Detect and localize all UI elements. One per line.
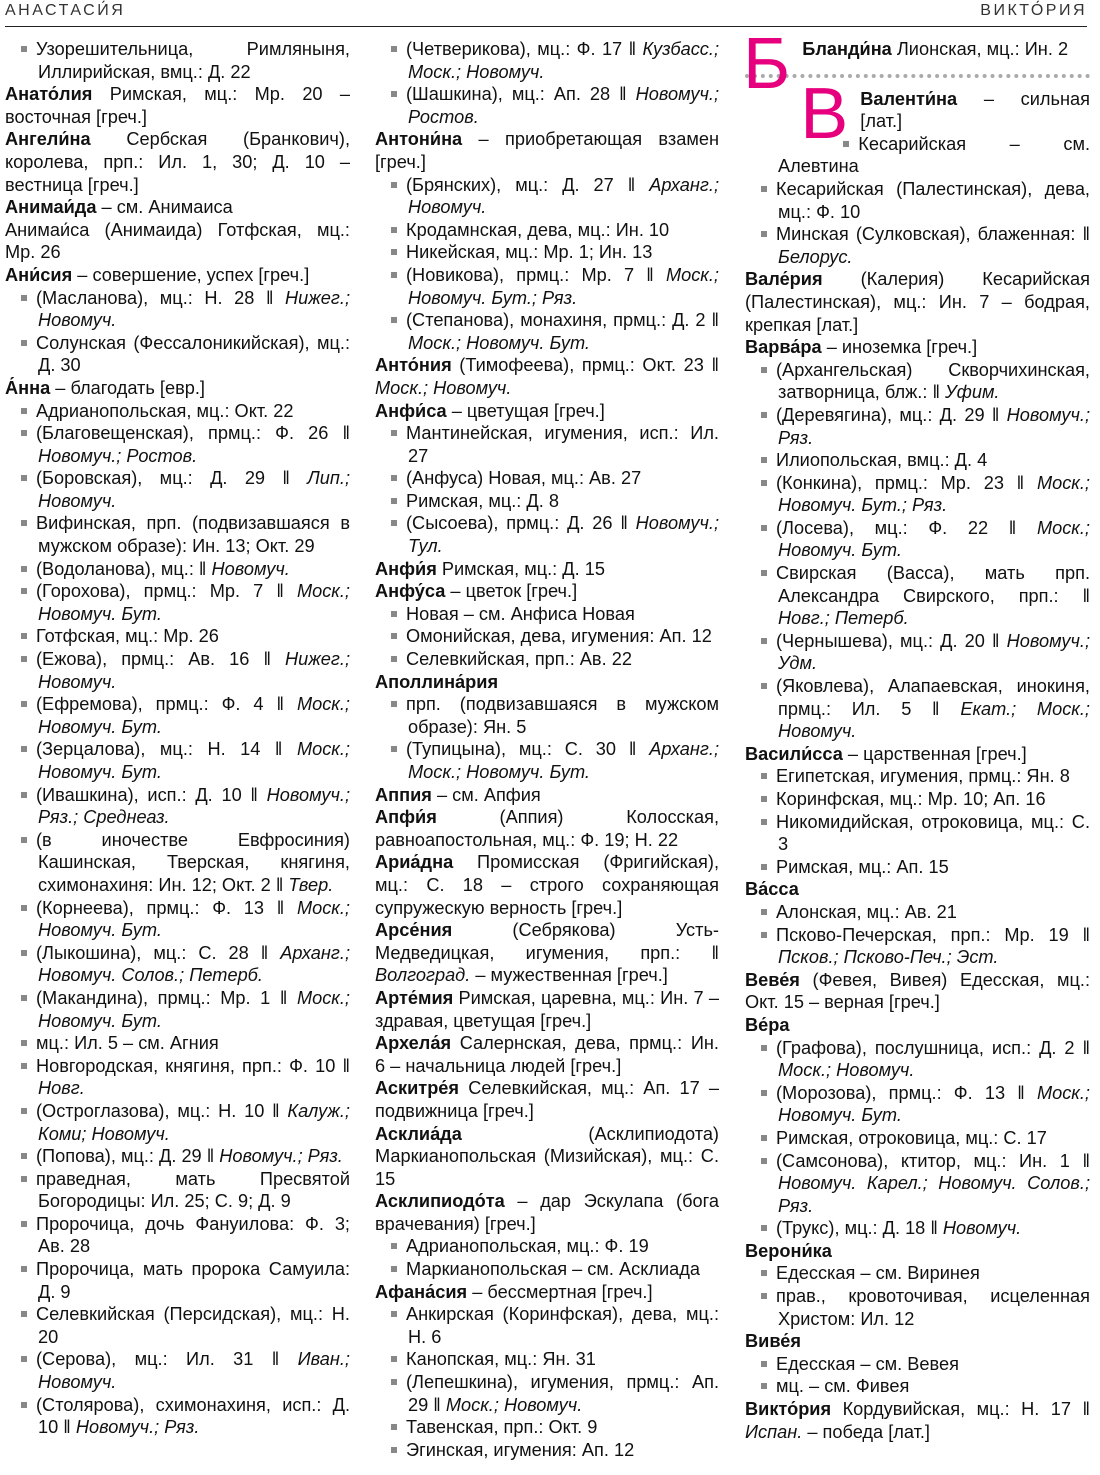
entry-text: Римская, отроковица, мц.: С. 17: [776, 1127, 1047, 1148]
region-list: Новомуч. Карел.; Новомуч. Солов.; Ряз.: [778, 1173, 1090, 1216]
column-1: [5, 38, 350, 1439]
entry-text: (Самсонова), ктитор, мц.: Ин. 1 ‖: [776, 1150, 1090, 1171]
name-entry: [745, 878, 1090, 901]
header-left-word: АНАСТАСИ́Я: [5, 2, 126, 19]
entry-text: (Лыкошина), мц.: С. 28 ‖: [36, 942, 281, 963]
entry-text: (Водоланова), мц.: ‖: [36, 558, 212, 579]
name-entry: [5, 219, 350, 264]
name-entry: [5, 196, 350, 219]
header-right-word: ВИКТО́РИЯ: [980, 2, 1087, 19]
entry-text: – бессмертная [греч.]: [467, 1281, 653, 1302]
region-list: Моск.; Новомуч. Бут.: [38, 694, 350, 737]
headword: Анфу́са: [375, 581, 446, 602]
region-list: Нижег.; Новомуч.: [38, 287, 350, 331]
sub-entry: [375, 603, 719, 626]
entry-text: (Столярова), схимонахиня, исп.: Д. 10 ‖: [36, 1394, 350, 1438]
sub-entry: [745, 1353, 1090, 1376]
headword: Анимаи́да: [5, 197, 97, 218]
entry-text: (Графова), послушница, исп.: Д. 2 ‖: [776, 1037, 1090, 1058]
region-list: Кузбасс.; Моск.; Новомуч.: [408, 39, 719, 82]
entry-text: (Ефремова), прмц.: Ф. 4 ‖: [36, 694, 297, 715]
entry-text: – приобретающая взамен [греч.]: [375, 129, 719, 172]
sub-entry: [745, 1082, 1090, 1127]
entry-text: (Сысоева), прмц.: Д. 26 ‖: [406, 513, 636, 534]
sub-entry: [5, 580, 350, 625]
sub-entry: [5, 625, 350, 648]
entry-text: (Степанова), монахиня, прмц.: Д. 2 ‖: [406, 310, 719, 331]
region-list: Калуж.; Коми; Новомуч.: [38, 1100, 350, 1144]
name-entry: [745, 268, 1090, 336]
entry-text: Солунская (Фессалоникийская), мц.: Д. 30: [36, 332, 350, 376]
entry-text: Селевкийская, мц.: Ап. 17 – подвижница [греч.]: [375, 1078, 719, 1121]
sub-entry: [5, 942, 350, 987]
sub-entry: [5, 332, 350, 377]
sub-entry: [375, 467, 719, 490]
sub-entry: [5, 1168, 350, 1213]
entry-text: (Лосева), мц.: Ф. 22 ‖: [776, 517, 1037, 538]
entry-text: Кесарийская – см. Алевтина: [778, 133, 1090, 177]
name-entry: [5, 83, 350, 128]
entry-text: Минская (Сулковская), блаженная: ‖: [776, 224, 1090, 245]
sub-entry: [745, 1285, 1090, 1330]
name-entry: [375, 987, 719, 1032]
sub-entry: [5, 897, 350, 942]
entry-text: Омонийская, дева, игумения: Ап. 12: [406, 626, 712, 647]
entry-text: Готфская, мц.: Мр. 26: [36, 626, 219, 647]
entry-text: Маркианопольская – см. Асклиада: [406, 1259, 700, 1280]
entry-text: – см. Апфия: [431, 784, 541, 805]
region-list: Новомуч.; Ростов.: [408, 84, 719, 127]
region-list: Моск.; Новомуч. Бут.; Ряз.: [778, 472, 1090, 516]
headword: Анфи́я: [375, 558, 437, 579]
name-entry: [5, 377, 350, 400]
sub-entry: [745, 1150, 1090, 1218]
sub-entry: [5, 1258, 350, 1303]
headword: Ариа́дна: [375, 852, 454, 873]
sub-entry: [375, 693, 719, 738]
entry-text: (Трукс), мц.: Д. 18 ‖: [776, 1218, 943, 1239]
sub-entry: [5, 1055, 350, 1100]
entry-text: (Чернышева), мц.: Д. 20 ‖: [776, 630, 1007, 651]
name-entry: [745, 1398, 1090, 1443]
name-entry: [745, 969, 1090, 1014]
sub-entry: [745, 1217, 1090, 1240]
entry-text: Мантинейская, игумения, исп.: Ил. 27: [406, 423, 719, 466]
sub-entry: [5, 1145, 350, 1168]
sub-entry: [745, 1127, 1090, 1150]
sub-entry: [5, 1303, 350, 1348]
region-list: Моск.; Новомуч. Бут.: [778, 517, 1090, 561]
entry-text: Коринфская, мц.: Мр. 10; Ап. 16: [776, 789, 1046, 809]
sub-entry: [5, 1100, 350, 1145]
sub-entry: [5, 38, 350, 83]
region-list: Новомуч.; Ростов.: [38, 445, 198, 466]
headword: Веве́я: [745, 969, 800, 990]
entry-text: Едесская – см. Вевея: [776, 1353, 959, 1374]
entry-text: мц. – см. Фивея: [776, 1376, 910, 1397]
sub-entry: [5, 693, 350, 738]
entry-text: – цветущая [греч.]: [446, 400, 605, 421]
name-entry: [745, 1014, 1090, 1037]
entry-text: прав., кровоточивая, исцеленная Христом: Ил. 12: [776, 1286, 1090, 1329]
entry-text: мц.: Ил. 5 – см. Агния: [36, 1033, 219, 1054]
entry-text: – благодать [евр.]: [50, 377, 205, 398]
headword: Вале́рия: [745, 269, 823, 290]
sub-entry: [375, 83, 719, 128]
region-list: Уфим.: [945, 382, 1000, 403]
sub-entry: [745, 675, 1090, 743]
name-entry: [375, 1032, 719, 1077]
sub-entry: [5, 1348, 350, 1393]
headword: Валенти́на: [860, 88, 958, 109]
entry-text: прп. (подвизавшаяся в мужском образе): Ян. 5: [406, 694, 719, 737]
entry-text: Пророчица, мать пророка Самуила: Д. 9: [36, 1259, 350, 1302]
entry-text: праведная, мать Пресвятой Богородицы: Ил. 25; С. 9; Д. 9: [36, 1168, 350, 1212]
entry-text: (Масланова), мц.: Н. 28 ‖: [36, 287, 286, 308]
region-list: Арханг.; Моск.; Новомуч. Бут.: [408, 739, 719, 782]
entry-text: Римская, царевна, мц.: Ин. 7 – здравая, цветущая [греч.]: [375, 987, 719, 1031]
sub-entry: [745, 1375, 1090, 1398]
sub-entry: [5, 400, 350, 423]
headword: Аппия: [375, 784, 432, 805]
name-entry: [375, 1190, 719, 1235]
region-list: Волгоград.: [375, 965, 471, 986]
headword: Ангели́на: [5, 129, 91, 150]
name-entry: [745, 336, 1090, 359]
headword: Виве́я: [745, 1331, 801, 1352]
region-list: Арханг.; Новомуч. Солов.; Петерб.: [38, 942, 350, 986]
entry-text: (Четверикова), мц.: Ф. 17 ‖: [406, 39, 643, 59]
headword: Аскитре́я: [375, 1078, 460, 1099]
running-header: [5, 2, 1087, 27]
name-entry: [375, 580, 719, 603]
sub-entry: [375, 174, 719, 219]
sub-entry: [5, 1032, 350, 1055]
region-list: Твер.: [288, 874, 334, 895]
region-list: Новг.: [38, 1078, 85, 1099]
entry-text: Лионская, мц.: Ин. 2: [891, 39, 1069, 59]
entry-text: (Горохова), прмц.: Мр. 7 ‖: [36, 581, 297, 602]
sub-entry: [745, 811, 1090, 856]
name-entry: [5, 264, 350, 287]
region-list: Новомуч.; Удм.: [778, 630, 1090, 674]
sub-entry: [5, 512, 350, 557]
name-entry: [375, 851, 719, 919]
sub-entry: [5, 738, 350, 783]
entry-text: Пророчица, дочь Фануилова: Ф. 3; Ав. 28: [36, 1213, 350, 1257]
entry-text: (в иночестве Евфросиния) Кашинская, Тверская, княгиня, схимонахиня: Ин. 12; Окт. 2 ‖: [36, 829, 350, 895]
headword: Верони́ка: [745, 1240, 832, 1261]
entry-text: – цветок [греч.]: [445, 581, 578, 602]
name-entry: [375, 354, 719, 399]
sub-entry: [745, 924, 1090, 969]
region-list: Арханг.; Новомуч.: [408, 174, 719, 218]
sub-entry: [375, 264, 719, 309]
sub-entry: [5, 648, 350, 693]
name-entry: [375, 1123, 719, 1191]
region-list: Псков.; Псково-Печ.; Эст.: [778, 947, 999, 968]
entry-text: – царственная [греч.]: [842, 743, 1027, 764]
region-list: Моск.; Новомуч. Бут.: [38, 897, 350, 941]
sub-entry: [745, 359, 1090, 404]
headword: Ве́ра: [745, 1014, 790, 1035]
entry-text: (Яковлева), Алапаевская, инокиня, прмц.: Ил. 5 ‖: [776, 676, 1090, 719]
sub-entry: [5, 1213, 350, 1258]
name-entry: [745, 1240, 1090, 1263]
entry-text: Узорешительница, Римляныня, Иллирийская, вмц.: Д. 22: [36, 39, 350, 82]
sub-entry: [745, 562, 1090, 630]
entry-text: (Аппия) Колосская, равноапостольная, мц.: Ф. 19; Н. 22: [375, 807, 719, 850]
entry-text: Кордувийская, мц.: Н. 17 ‖: [831, 1399, 1090, 1420]
entry-text: Египетская, игумения, прмц.: Ян. 8: [776, 766, 1070, 787]
entry-text: Селевкийская, прп.: Ав. 22: [406, 649, 632, 670]
entry-text: Кродамнская, дева, мц.: Ин. 10: [406, 219, 670, 240]
sub-entry: [375, 490, 719, 513]
sub-entry: [745, 449, 1090, 472]
region-list: Моск.; Новомуч. Бут.: [408, 332, 590, 353]
region-list: Лип.; Новомуч.: [38, 468, 350, 511]
region-list: Белорус.: [778, 246, 853, 267]
sub-entry: [745, 856, 1090, 879]
region-list: Нижег.; Новомуч.: [38, 649, 350, 692]
entry-text: Адрианопольская, мц.: Окт. 22: [36, 400, 294, 421]
sub-entry: [5, 829, 350, 897]
entry-text: (Тупицына), мц.: С. 30 ‖: [406, 739, 650, 760]
entry-text: Тавенская, прп.: Окт. 9: [406, 1417, 598, 1438]
headword: Бланди́на: [802, 39, 892, 59]
region-list: Испан.: [745, 1421, 803, 1442]
entry-text: Промисская (Фригийская), мц.: С. 18 – строго сохраняющая супружескую верность [греч.]: [375, 852, 719, 918]
entry-text: (Ивашкина), исп.: Д. 10 ‖: [36, 784, 267, 805]
entry-text: (Морозова), прмц.: Ф. 13 ‖: [776, 1082, 1037, 1103]
headword: Арте́мия: [375, 987, 454, 1008]
entry-text: Никомидийская, отроковица, мц.: С. 3: [776, 811, 1090, 855]
sub-entry: [745, 517, 1090, 562]
name-entry: [375, 400, 719, 423]
entry-text: – иноземка [греч.]: [821, 337, 978, 358]
sub-entry: [745, 404, 1090, 449]
headword: Апфи́я: [375, 807, 437, 828]
entry-text: – совершение, успех [греч.]: [72, 264, 310, 285]
headword: Анато́лия: [5, 84, 93, 105]
entry-text: Римская, мц.: Д. 15: [436, 558, 605, 579]
region-list: Моск.; Новомуч.: [445, 1394, 583, 1415]
drop-cap-letter: Б: [743, 24, 791, 104]
entry-text: Селевкийская (Персидская), мц.: Н. 20: [36, 1304, 350, 1347]
name-entry: [375, 1077, 719, 1122]
region-list: Новомуч.; Ряз.: [219, 1146, 343, 1167]
sub-entry: [375, 625, 719, 648]
name-entry: [375, 671, 719, 694]
name-entry: [375, 1281, 719, 1304]
sub-entry: [745, 223, 1090, 268]
entry-text: Новая – см. Анфиса Новая: [406, 603, 635, 624]
entry-text: (Деревягина), мц.: Д. 29 ‖: [776, 404, 1007, 425]
entry-text: (Себрякова) Усть-Медведицкая, игумения, прп.: ‖: [375, 920, 719, 963]
region-list: Екат.; Моск.; Новомуч.: [778, 698, 1090, 742]
sub-entry: [745, 472, 1090, 517]
section-divider: [745, 74, 1090, 78]
region-list: Новомуч.; Ряз.; Среднеаз.: [38, 784, 350, 828]
sub-entry: [375, 1371, 719, 1416]
entry-text: (Лепешкина), игумения, прмц.: Ап. 29 ‖: [406, 1372, 719, 1415]
entry-text: (Брянских), мц.: Д. 27 ‖: [406, 174, 650, 195]
entry-text: (Корнеева), прмц.: Ф. 13 ‖: [36, 897, 297, 918]
sub-entry: [375, 648, 719, 671]
headword: Анфи́са: [375, 400, 447, 421]
entry-text: Эгинская, игумения: Ап. 12: [406, 1439, 635, 1460]
column-3: [743, 24, 1090, 1443]
sub-entry: [745, 630, 1090, 675]
sub-entry: [375, 309, 719, 354]
name-entry: [375, 558, 719, 581]
region-list: Иван.; Новомуч.: [38, 1349, 350, 1393]
letter-section-start: [745, 73, 1090, 154]
entry-text: (Серова), мц.: Ил. 31 ‖: [36, 1349, 298, 1370]
entry-text: (Макандина), прмц.: Мр. 1 ‖: [36, 987, 297, 1008]
sub-entry: [375, 422, 719, 467]
entry-text: (Попова), мц.: Д. 29 ‖: [36, 1146, 220, 1167]
sub-entry: [375, 512, 719, 557]
entry-text: (Благовещенская), прмц.: Ф. 26 ‖: [36, 423, 350, 444]
entry-text: Канопская, мц.: Ян. 31: [406, 1349, 596, 1370]
entry-text: Псково-Печерская, прп.: Мр. 19 ‖: [776, 924, 1090, 945]
drop-cap-letter: В: [800, 73, 849, 154]
entry-text: Салернская, дева, прмц.: Ин. 6 – начальница людей [греч.]: [375, 1033, 719, 1076]
entry-text: Римская, мц.: Д. 8: [406, 490, 559, 511]
region-list: Моск.; Новомуч. Бут.; Ряз.: [408, 264, 719, 308]
region-list: Новомуч.: [211, 558, 290, 579]
sub-entry: [5, 784, 350, 829]
entry-text: (Новикова), прмц.: Мр. 7 ‖: [406, 264, 666, 285]
region-list: Моск.; Новомуч.: [778, 1060, 915, 1081]
entry-text: (Тимофеева), прмц.: Окт. 23 ‖: [451, 355, 719, 376]
sub-entry: [745, 133, 1090, 178]
region-list: Моск.; Новомуч. Бут.: [778, 1082, 1090, 1126]
sub-entry: [5, 467, 350, 512]
headword: Варва́ра: [745, 337, 822, 358]
region-list: Новг.; Петерб.: [778, 608, 909, 629]
entry-text: Никейская, мц.: Мр. 1; Ин. 13: [406, 242, 653, 263]
name-entry: [375, 128, 719, 173]
headword: Архела́я: [375, 1033, 452, 1054]
entry-text: (Анфуса) Новая, мц.: Ав. 27: [406, 468, 642, 489]
region-list: Новомуч.: [942, 1218, 1022, 1239]
region-list: Новомуч.; Ряз.: [75, 1417, 200, 1438]
entry-text: Сербская (Бранкович), королева, прп.: Ил. 1, 30; Д. 10 – вестница [греч.]: [5, 129, 350, 195]
sub-entry: [745, 1037, 1090, 1082]
entry-text: Анимаи́са (Анимаида) Готфская, мц.: Мр. 26: [5, 219, 350, 263]
entry-text: (Конкина), прмц.: Мр. 23 ‖: [776, 472, 1037, 493]
entry-text: Кесарийская (Палестинская), дева, мц.: Ф. 10: [776, 178, 1090, 222]
name-entry: [745, 743, 1090, 766]
entry-text: – мужественная [греч.]: [470, 965, 668, 986]
sub-entry: [5, 422, 350, 467]
region-list: Моск.; Новомуч. Бут.: [38, 987, 350, 1031]
entry-text: (Архангельская) Скворчихинская, затворница, блж.: ‖: [776, 359, 1090, 403]
entry-text: (Ежова), прмц.: Ав. 16 ‖: [36, 649, 286, 670]
name-entry: [375, 806, 719, 851]
sub-entry: [375, 1348, 719, 1371]
entry-text: Алонская, мц.: Ав. 21: [776, 901, 957, 922]
entry-text: – дар Эскулапа (бога врачевания) [греч.]: [375, 1191, 719, 1234]
entry-text: (Калерия) Кесарийская (Палестинская), мц.: Ин. 7 – бодрая, крепкая [лат.]: [745, 269, 1090, 335]
headword: Анто́ния: [375, 355, 452, 376]
column-2: [375, 38, 719, 1461]
headword: Васили́сса: [745, 743, 843, 764]
sub-entry: [745, 178, 1090, 223]
sub-entry: [745, 1262, 1090, 1285]
entry-text: – см. Анимаиса: [96, 197, 233, 218]
name-entry: [375, 784, 719, 807]
sub-entry: [375, 1303, 719, 1348]
entry-text: Анкирская (Коринфская), дева, мц.: Н. 6: [406, 1304, 719, 1347]
sub-entry: [375, 241, 719, 264]
sub-entry: [745, 788, 1090, 811]
sub-entry: [745, 901, 1090, 924]
headword: Ва́сса: [745, 879, 799, 900]
region-list: Моск.; Новомуч. Бут.: [38, 739, 350, 782]
headword: Асклиа́да: [375, 1123, 462, 1144]
sub-entry: [375, 219, 719, 242]
region-list: Моск.; Новомуч.: [375, 377, 512, 398]
region-list: Новомуч.; Ряз.: [778, 404, 1090, 448]
sub-entry: [745, 765, 1090, 788]
sub-entry: [375, 1416, 719, 1439]
entry-text: Вифинская, прп. (подвизавшаяся в мужском образе): Ин. 13; Окт. 29: [36, 513, 350, 557]
sub-entry: [5, 1394, 350, 1439]
entry-text: – сильная [лат.]: [860, 88, 1090, 132]
entry-text: Илиопольская, вмц.: Д. 4: [776, 450, 988, 471]
headword: Арсе́ния: [375, 920, 453, 941]
region-list: Моск.; Новомуч. Бут.: [38, 581, 350, 624]
entry-text: – победа [лат.]: [802, 1421, 930, 1442]
entry-text: Римская, мц.: Ап. 15: [776, 856, 949, 877]
sub-entry: [5, 558, 350, 581]
headword: Антони́на: [375, 129, 463, 150]
headword: А́нна: [5, 377, 51, 398]
name-entry: [745, 1330, 1090, 1353]
sub-entry: [375, 1439, 719, 1462]
headword: Викто́рия: [745, 1399, 832, 1420]
entry-text: (Февея, Вивея) Едесская, мц.: Окт. 15 – верная [греч.]: [745, 969, 1090, 1013]
entry-text: (Зерцалова), мц.: Н. 14 ‖: [36, 739, 297, 760]
entry-text: (Асклипиодота) Маркианопольская (Мизийская), мц.: С. 15: [375, 1123, 719, 1189]
headword: Ани́сия: [5, 264, 73, 285]
entry-text: Едесская – см. Виринея: [776, 1263, 980, 1284]
headword: Афана́сия: [375, 1281, 468, 1302]
entry-text: (Боровская), мц.: Д. 29 ‖: [36, 468, 308, 489]
entry-text: Римская, мц.: Мр. 20 – восточная [греч.]: [5, 84, 350, 127]
name-entry: [5, 128, 350, 196]
entry-text: (Остроглазова), мц.: Н. 10 ‖: [36, 1100, 288, 1121]
sub-entry: [375, 738, 719, 783]
sub-entry: [375, 1258, 719, 1281]
name-entry: [375, 919, 719, 987]
entry-text: Свирская (Васса), мать прп. Александра Свирского, прп.: ‖: [776, 563, 1090, 606]
sub-entry: [5, 987, 350, 1032]
headword: Асклипиодо́та: [375, 1191, 505, 1212]
entry-text: Адрианопольская, мц.: Ф. 19: [406, 1236, 649, 1257]
sub-entry: [5, 287, 350, 332]
sub-entry: [375, 38, 719, 83]
region-list: Новомуч.; Тул.: [408, 513, 719, 557]
headword: Аполлина́рия: [375, 671, 499, 692]
entry-text: (Шашкина), мц.: Ап. 28 ‖: [406, 84, 636, 105]
entry-text: Новгородская, княгиня, прп.: Ф. 10 ‖: [36, 1055, 350, 1076]
sub-entry: [375, 1235, 719, 1258]
